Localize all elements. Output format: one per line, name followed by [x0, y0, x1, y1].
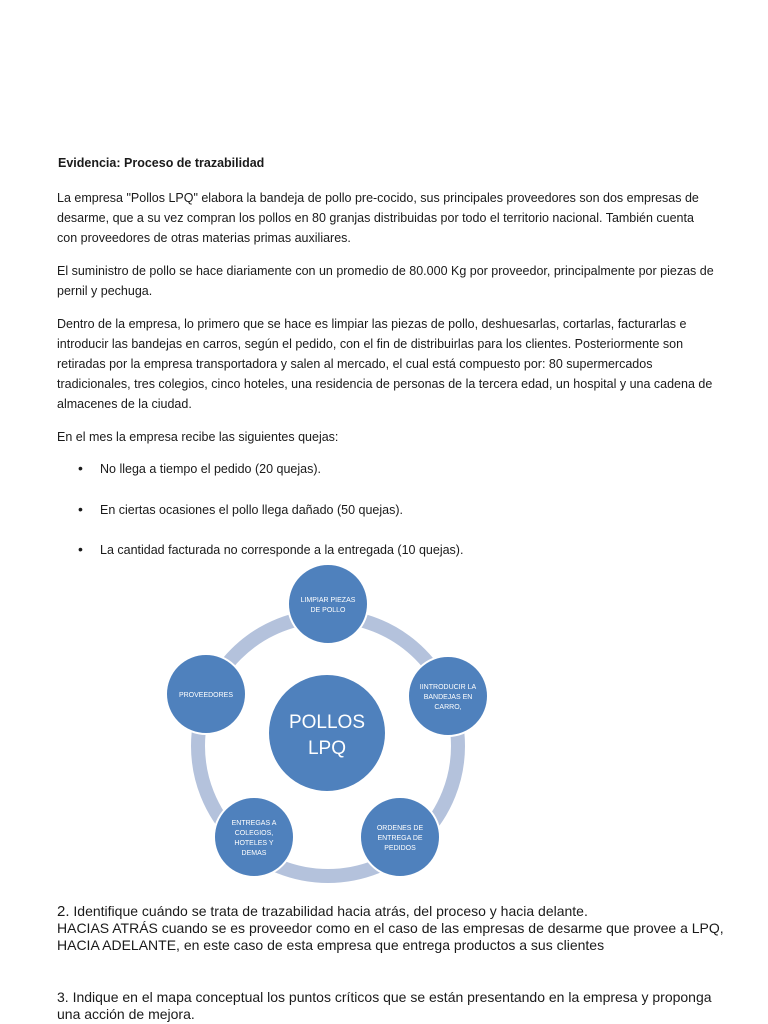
complaint-damaged: En ciertas ocasiones el pollo llega dañado (50 quejas). [100, 503, 403, 517]
cycle-node [408, 656, 488, 736]
bullet-icon: • [78, 541, 83, 557]
question-3: 3. Indique en el mapa conceptual los puntos críticos que se están presentando en la empresa y proponga una acción de mejora. [57, 989, 712, 1022]
cycle-node-label: DEMAS [241, 850, 267, 857]
center-circle [268, 674, 386, 792]
cycle-node-label: PROVEEDORES [178, 692, 234, 699]
cycle-node-label: HOTELES Y [234, 840, 274, 847]
cycle-node-label: PEDIDOS [384, 845, 416, 852]
question-2 [57, 903, 737, 920]
document-heading: Evidencia: Proceso de trazabilidad [58, 156, 265, 170]
cycle-node [166, 654, 246, 734]
center-label-line: LPQ [307, 738, 347, 759]
cycle-node-circle [288, 564, 368, 644]
cycle-node-label: IINTRODUCIR LA [419, 684, 477, 691]
cycle-node-label: DE POLLO [310, 607, 346, 614]
cycle-node-circle [214, 797, 294, 877]
cycle-node [360, 797, 440, 877]
cycle-node-label: CARRO, [434, 704, 462, 711]
paragraph-supply: El suministro de pollo se hace diariamente con un promedio de 80.000 Kg por proveedor, principalmente por piezas de pernil y pechuga. [57, 264, 714, 298]
paragraph-company: La empresa "Pollos LPQ" elabora la bandeja de pollo pre-cocido, sus principales proveedores son dos empresas de desarme, que a su vez compran los pollos en 80 granjas distribuidas por todo el territorio nacional. También cuenta con proveedores de otras materias primas auxiliares. [57, 191, 699, 245]
process-cycle-diagram [160, 560, 500, 890]
cycle-node-label: LIMPIAR PIEZAS [300, 597, 356, 604]
cycle-node-label: ENTREGA DE [377, 835, 423, 842]
list-item [78, 459, 321, 478]
question-2-text: Identifique cuándo se trata de trazabilidad hacia atrás, del proceso y hacia delante. [69, 903, 588, 919]
list-item [78, 540, 463, 559]
cycle-node-label: BANDEJAS EN [423, 694, 473, 701]
cycle-node-label: COLEGIOS, [234, 830, 274, 837]
bullet-icon: • [78, 460, 83, 476]
list-item [78, 500, 403, 519]
paragraph-complaints-intro: En el mes la empresa recibe las siguientes quejas: [57, 430, 339, 444]
cycle-node-label: ENTREGAS A [231, 820, 277, 827]
complaint-late: No llega a tiempo el pedido (20 quejas). [100, 462, 321, 476]
cycle-node-label: ORDENES DE [376, 825, 424, 832]
question-2-answer: HACIAS ATRÁS cuando se es proveedor como en el caso de las empresas de desarme que provee a LPQ, HACIA ADELANTE, en este caso de esta empresa que entrega productos a sus clientes [57, 920, 724, 953]
cycle-node [214, 797, 294, 877]
center-node [268, 674, 386, 792]
cycle-node [288, 564, 368, 644]
question-2-number: 2. [57, 903, 70, 920]
paragraph-process: Dentro de la empresa, lo primero que se hace es limpiar las piezas de pollo, deshuesarlas, cortarlas, facturarlas e introducir las bandejas en carros, según el pedido, con el fin de distribuirlas para los clientes. Posteriormente son retiradas por la empresa transportadora y salen al mercado, el cual está compuesto por: 80 supermercados tradicionales, tres colegios, cinco hoteles, una residencia de personas de la tercera edad, un hospital y una cadena de almacenes de la ciudad. [57, 317, 713, 411]
bullet-icon: • [78, 501, 83, 517]
complaint-billing: La cantidad facturada no corresponde a la entregada (10 quejas). [100, 543, 464, 557]
center-label-line: POLLOS [288, 712, 366, 733]
